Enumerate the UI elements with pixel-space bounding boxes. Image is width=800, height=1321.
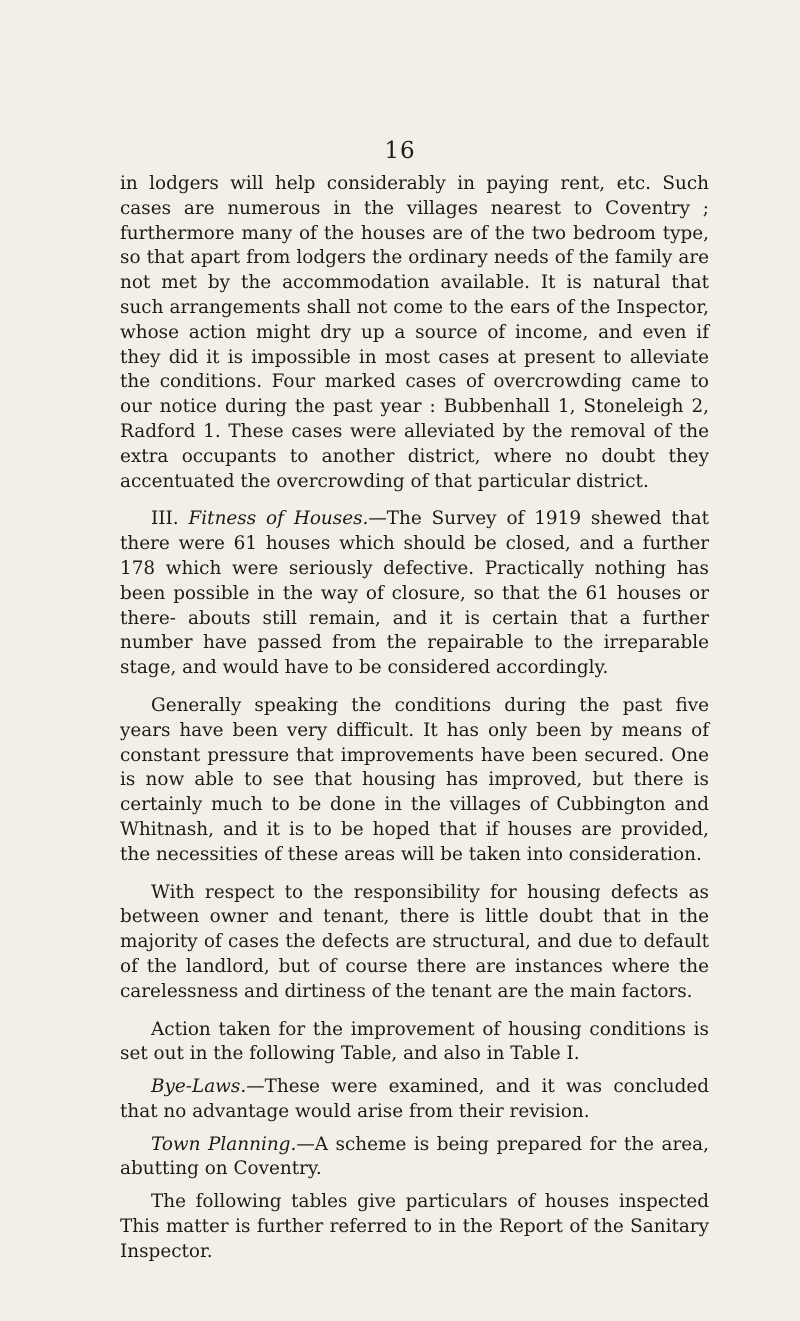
paragraph-text: —The Survey of 1919 shewed that there were 61 houses which should be closed, and a further 178 which were seriously defective. Practically nothing has been possible in the way of closure, so that the 61 houses or there- abouts still remain, and it is certain that a further number have passed from the repairable to the irreparable stage, and would have to be considered accordingly.	[120, 508, 709, 679]
paragraph-text: Generally speaking the conditions during the past five years have been very difficult. It has only been by means of constant pressure that improvements have been secured. One is now able to see that housing has improved, but there is certainly much to be done in the villages of Cubbington and Whitnash, and it is to be hoped that if houses are provided, the necessities of these areas will be taken into consideration.	[120, 694, 709, 865]
section-heading: Town Planning.	[151, 1133, 297, 1155]
paragraph-text: —A scheme is being prepared for the area, abutting on Coventry.	[120, 1133, 709, 1180]
paragraph-overcrowding	[120, 172, 709, 494]
section-number: III.	[151, 508, 189, 530]
paragraph-general-conditions	[120, 694, 709, 868]
paragraph-text: The following tables give particulars of houses inspected This matter is further referred to in the Report of the Sanitary Inspector.	[120, 1191, 709, 1262]
paragraph-action-taken	[120, 1018, 709, 1068]
paragraph-fitness-of-houses	[120, 507, 709, 681]
paragraph-following-tables	[120, 1190, 709, 1264]
section-heading: Bye-Laws.	[151, 1076, 247, 1098]
paragraph-bye-laws	[120, 1075, 709, 1125]
paragraph-responsibility	[120, 881, 709, 1005]
page-number: 16	[384, 138, 416, 164]
paragraph-text: in lodgers will help considerably in paying rent, etc. Such cases are numerous in the villages nearest to Coventry ; furthermore many of the houses are of the two bedroom type, so that apart from lodgers the ordinary needs of the family are not met by the accommodation available. It is natural that such arrangements shall not come to the ears of the Inspector, whose action might dry up a source of income, and even if they did it is impossible in most cases at present to alleviate the conditions. Four marked cases of overcrowding came to our notice during the past year : Bubbenhall 1, Stoneleigh 2, Radford 1. These cases were alleviated by the removal of the extra occupants to another district, where no doubt they accentuated the overcrowding of that particular district.	[120, 173, 709, 492]
body-text	[120, 172, 709, 1278]
section-heading: Fitness of Houses.	[188, 508, 369, 530]
paragraph-text: —These were examined, and it was concluded that no advantage would arise from their revision.	[120, 1076, 709, 1122]
paragraph-text: Action taken for the improvement of housing conditions is set out in the following Table, and also in Table I.	[120, 1018, 709, 1065]
paragraph-town-planning	[120, 1133, 709, 1183]
paragraph-text: With respect to the responsibility for housing defects as between owner and tenant, there is little doubt that in the majority of cases the defects are structural, and due to default of the landlord, but of course there are instances where the carelessness and dirtiness of the tenant are the main factors.	[120, 881, 709, 1002]
